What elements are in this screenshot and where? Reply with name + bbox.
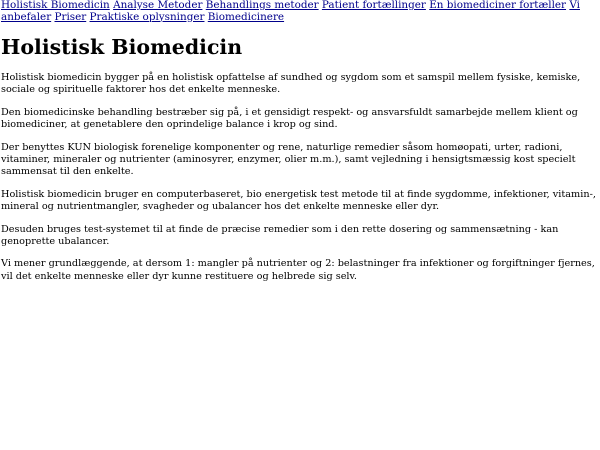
paragraph-treatment: Den biomedicinske behandling bestræber sig på, i et gensidigt respekt- og ansvarsfuldt samarbejde mellem klient og biomediciner, at genetablere den oprindelige balance i krop og sind.: [1, 106, 578, 131]
nav-link-holistisk-biomedicin[interactable]: Holistisk Biomedicin: [1, 0, 110, 11]
paragraph-test-system: Desuden bruges test-systemet til at finde de præcise remedier som i den rette dosering og sammensætning - kan genoprette ubalancer.: [1, 223, 559, 248]
nav-link-analyse-metoder[interactable]: Analyse Metoder: [113, 0, 203, 11]
nav-link-patient-fortaellinger[interactable]: Patient fortællinger: [321, 0, 426, 11]
top-navigation: [0, 0, 600, 23]
nav-link-en-biomediciner-fortaeller[interactable]: En biomediciner fortæller: [429, 0, 567, 11]
paragraph-intro: Holistisk biomedicin bygger på en holistisk opfattelse af sundhed og sygdom som et samspil mellem fysiske, kemiske, sociale og spirituelle faktorer hos det enkelte menneske.: [1, 72, 581, 96]
main-content: [0, 72, 600, 283]
nav-link-biomedicinere[interactable]: Biomedicinere: [207, 10, 285, 23]
nav-link-praktiske-oplysninger[interactable]: Praktiske oplysninger: [89, 10, 205, 23]
nav-link-vi-anbefaler[interactable]: Vi anbefaler: [1, 0, 580, 23]
nav-link-priser[interactable]: Priser: [54, 10, 87, 23]
nav-link-behandlings-metoder[interactable]: Behandlings metoder: [205, 0, 319, 11]
page-title: Holistisk Biomedicin: [1, 35, 243, 59]
paragraph-remedies: Der benyttes KUN biologisk forenelige komponenter og rene, naturlige remedier såsom homøopati, urter, radioni, vitaminer, mineraler og nutrienter (aminosyrer, enzymer, olier m.m.), samt vejledning i hensigtsmæssig kost specielt sammensat til den enkelte.: [1, 141, 576, 178]
paragraph-philosophy: Vi mener grundlæggende, at dersom 1: mangler på nutrienter og 2: belastninger fra infektioner og forgiftninger fjernes, vil det enkelte menneske eller dyr kunne restituere og helbrede sig selv.: [1, 258, 595, 282]
paragraph-test-method: Holistisk biomedicin bruger en computerbaseret, bio energetisk test metode til at finde sygdomme, infektioner, vitamin-, mineral og nutrientmangler, svagheder og ubalancer hos det enkelte menneske eller dyr.: [1, 188, 596, 213]
